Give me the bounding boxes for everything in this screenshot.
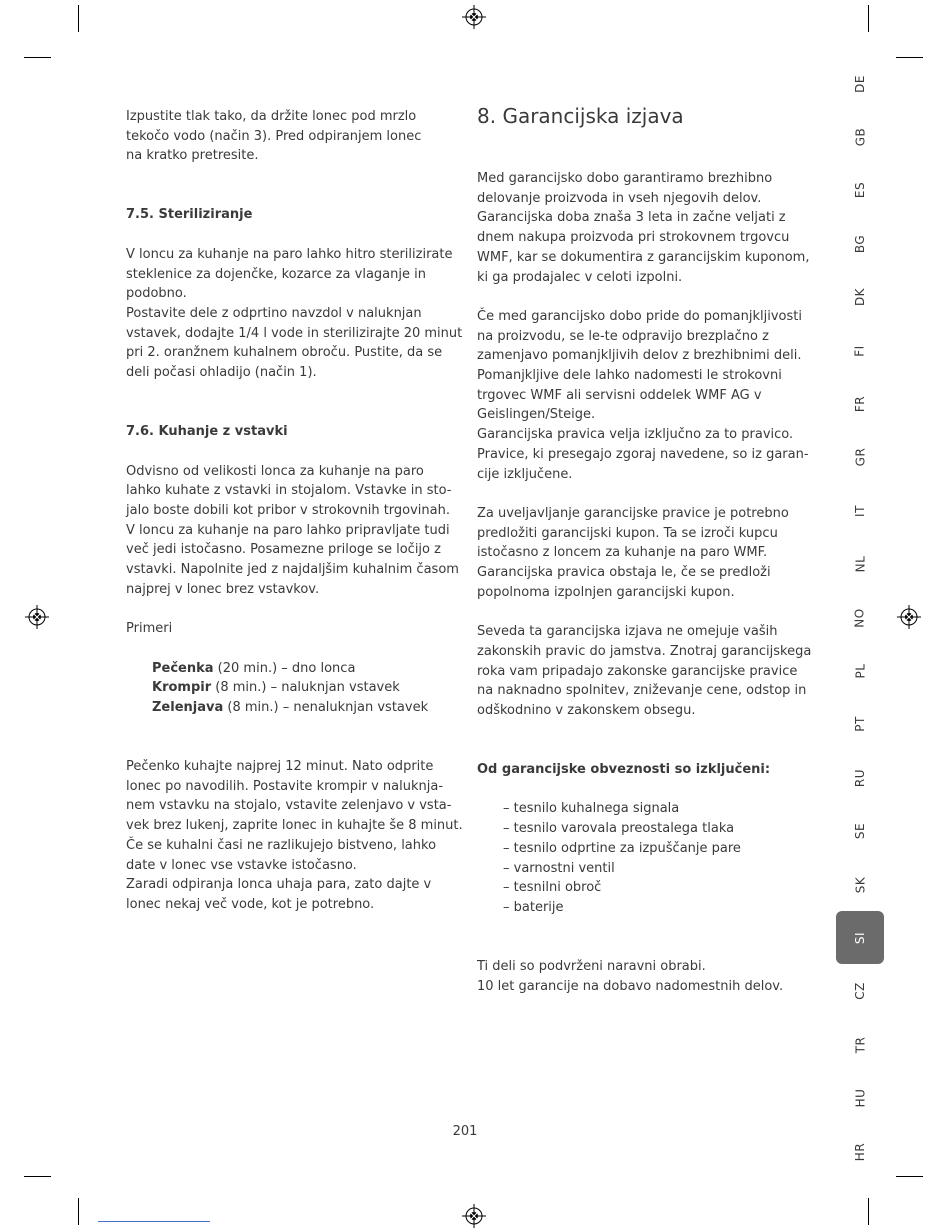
example-food-name: Zelenjava [152,699,224,715]
crop-mark [896,57,923,58]
body-text-line: roka vam pripadajo zakonske garancijske pravice [477,663,798,679]
language-tab-se[interactable] [836,805,884,858]
body-text-line: ki ga prodajalec v celoti izpolni. [477,269,683,285]
page-title: 8. Garancijska izjava [477,104,684,128]
body-text-line: istočasno z loncem za kuhanje na paro WMF. [477,545,768,561]
right-column [477,103,812,996]
language-tab-label: BG [852,234,867,253]
language-tab-ru[interactable] [836,751,884,804]
language-tab-label: DK [852,288,867,307]
body-text-line: vek brez lukenj, zaprite lonec in kuhajte še 8 minut. [126,818,463,834]
language-tab-label: FR [853,395,867,413]
crop-mark [24,57,51,58]
body-text-line: Za uveljavljanje garancijske pravice je potrebno [477,505,789,521]
example-detail: (20 min.) – dno lonca [213,660,356,676]
body-text-line: na kratko pretresite. [126,148,259,164]
section-heading-7-6: 7.6. Kuhanje z vstavki [126,424,288,440]
body-text-line: Seveda ta garancijska izjava ne omejuje vaših [477,624,778,640]
language-tab-label: SI [853,931,867,944]
body-text-line: steklenice za dojenčke, kozarce za vlaganje in [126,266,426,282]
body-text-line: lonec nekaj več vode, kot je potrebno. [126,896,375,912]
registration-mark-icon [25,605,49,629]
body-text-line: dnem nakupa proizvoda pri strokovnem trgovcu [477,230,790,246]
language-tab-label: GB [853,127,867,147]
exclusion-item: – tesnilo kuhalnega signala [503,801,680,817]
exclusion-item: – tesnilo varovala preostalega tlaka [503,821,735,837]
language-tab-label: SK [853,876,867,893]
body-text-line: vstavek, dodajte 1/4 l vode in sterilizirajte 20 minut [126,325,463,341]
body-text-line: na proizvodu, se le-te odpravijo brezplačno z [477,328,769,344]
language-tab-label: HU [853,1088,867,1108]
language-tab-pt[interactable] [836,698,884,751]
page-number: 201 [452,1124,478,1139]
exclusion-item: – tesnilo odprtine za izpuščanje pare [503,840,741,856]
body-text-line: najprej v lonec brez vstavkov. [126,581,320,597]
footer-rule [98,1221,210,1222]
body-text-line: Odvisno od velikosti lonca za kuhanje na paro [126,463,424,479]
exclusion-item: – baterije [503,899,564,915]
body-text-line: Garancijska pravica obstaja le, če se predloži [477,565,771,581]
example-item [126,698,461,718]
body-text-line: zakonskih pravic do jamstva. Znotraj garancijskega [477,643,812,659]
language-tab-gb[interactable] [836,110,884,163]
language-tab-fi[interactable] [836,324,884,377]
left-column [126,107,461,915]
examples-label: Primeri [126,621,173,637]
language-tab-label: TR [852,1036,867,1054]
example-detail: (8 min.) – naluknjan vstavek [211,680,400,696]
crop-mark [24,1176,51,1177]
body-text-line: cije izključene. [477,466,573,482]
language-tab-cz[interactable] [836,965,884,1018]
language-tab-label: SE [852,822,867,840]
language-tab-label: IT [853,504,867,517]
language-tab-gr[interactable] [836,431,884,484]
body-text-line: podobno. [126,286,187,302]
language-tab-label: HR [853,1142,867,1161]
body-text-line: tekočo vodo (način 3). Pred odpiranjem lonec [126,128,422,144]
language-tab-label: CZ [852,982,867,1001]
body-text-line: deli počasi ohladijo (način 1). [126,365,317,381]
body-text-line: Postavite dele z odprtino navzdol v naluknjan [126,305,422,321]
language-tab-no[interactable] [836,591,884,644]
language-tab-tr[interactable] [836,1018,884,1071]
language-tab-hu[interactable] [836,1072,884,1125]
language-tab-sk[interactable] [836,858,884,911]
language-tab-label: GR [852,447,867,467]
body-text-line: Zaradi odpiranja lonca uhaja para, zato dajte v [126,877,432,893]
crop-mark [868,5,869,32]
body-text-line: Če med garancijsko dobo pride do pomanjkljivosti [477,308,802,324]
body-text-line: Garancijska doba znaša 3 leta in začne veljati z [477,210,786,226]
language-tab-label: PT [852,716,867,733]
body-text-line: nem vstavku na stojalo, vstavite zelenjavo v vsta- [126,798,452,814]
exclusions-heading: Od garancijske obveznosti so izključeni: [477,762,771,778]
body-text-line: Pomanjkljive dele lahko nadomesti le strokovni [477,368,782,384]
language-tab-nl[interactable] [836,538,884,591]
body-text-line: Izpustite tlak tako, da držite lonec pod mrzlo [126,109,417,124]
body-text-line: Pečenko kuhajte najprej 12 minut. Nato odprite [126,759,434,775]
body-text-line: lonec po navodilih. Postavite krompir v naluknja- [126,778,444,794]
registration-mark-icon [462,5,486,29]
body-text-line: Geislingen/Steige. [477,407,596,423]
body-text-line: Med garancijsko dobo garantiramo brezhibno [477,171,773,186]
body-text-line: delovanje proizvoda in vseh njegovih delov. [477,190,762,206]
section-heading-7-5: 7.5. Steriliziranje [126,207,253,223]
language-tab-label: ES [852,182,867,199]
body-text-line: V loncu za kuhanje na paro lahko hitro sterilizirate [126,246,453,262]
language-tab-pl[interactable] [836,644,884,697]
language-tab-label: PL [852,663,867,679]
body-text-line: Če se kuhalni časi ne razlikujejo bistveno, lahko [126,837,437,853]
language-tab-si[interactable] [836,911,884,964]
body-text-line: Garancijska pravica velja izključno za to pravico. [477,427,794,443]
body-text-line: zamenjavo pomanjkljivih delov z brezhibnimi deli. [477,348,802,364]
example-food-name: Krompir [152,680,212,696]
crop-mark [896,1176,923,1177]
exclusion-item: – tesnilni obroč [503,880,602,896]
language-tab-it[interactable] [836,484,884,537]
language-tab-label: NL [852,555,867,573]
body-text-line: Pravice, ki presegajo zgoraj navedene, so iz garan- [477,446,809,462]
language-tab-strip [836,57,884,1177]
body-text-line: 10 let garancije na dobavo nadomestnih delov. [477,978,784,994]
language-tab-fr[interactable] [836,377,884,430]
registration-mark-icon [462,1204,486,1228]
body-text-line: več jedi istočasno. Posamezne priloge se ločijo z [126,542,441,558]
language-tab-hr[interactable] [836,1125,884,1178]
crop-mark [868,1198,869,1225]
language-tab-es[interactable] [836,164,884,217]
example-food-name: Pečenka [152,660,214,676]
body-text-line: V loncu za kuhanje na paro lahko pripravljate tudi [126,522,450,538]
body-text-line: WMF, kar se dokumentira z garancijskim kuponom, [477,249,810,265]
body-text-line: trgovec WMF ali servisni oddelek WMF AG v [477,387,762,403]
crop-mark [78,1198,79,1225]
body-text-line: popolnoma izpolnjen garancijski kupon. [477,584,735,600]
example-item [126,659,461,679]
language-tab-label: FI [852,344,867,357]
language-tab-bg[interactable] [836,217,884,270]
example-detail: (8 min.) – nenaluknjan vstavek [223,699,429,715]
example-item [126,678,461,698]
body-text-line: date v lonec vse vstavke istočasno. [126,857,357,873]
body-text-line: odškodnino v zakonskem obsegu. [477,702,696,718]
body-text-line: lahko kuhate z vstavki in stojalom. Vstavke in sto- [126,483,452,499]
body-text-line: na naknadno spolnitev, zniževanje cene, odstop in [477,683,807,699]
registration-mark-icon [897,605,921,629]
body-text-line: jalo boste dobili kot pribor v strokovnih trgovinah. [126,502,450,518]
body-text-line: Ti deli so podvrženi naravni obrabi. [477,959,706,974]
crop-mark [78,5,79,32]
body-text-line: pri 2. oranžnem kuhalnem obroču. Pustite, da se [126,345,443,361]
language-tab-de[interactable] [836,57,884,110]
language-tab-label: DE [852,74,867,93]
language-tab-label: NO [852,607,867,628]
language-tab-dk[interactable] [836,271,884,324]
exclusion-item: – varnostni ventil [503,860,615,876]
body-text-line: predložiti garancijski kupon. Ta se izroči kupcu [477,525,778,541]
language-tab-label: RU [853,768,867,787]
body-text-line: vstavki. Napolnite jed z najdaljšim kuhalnim časom [126,562,459,578]
